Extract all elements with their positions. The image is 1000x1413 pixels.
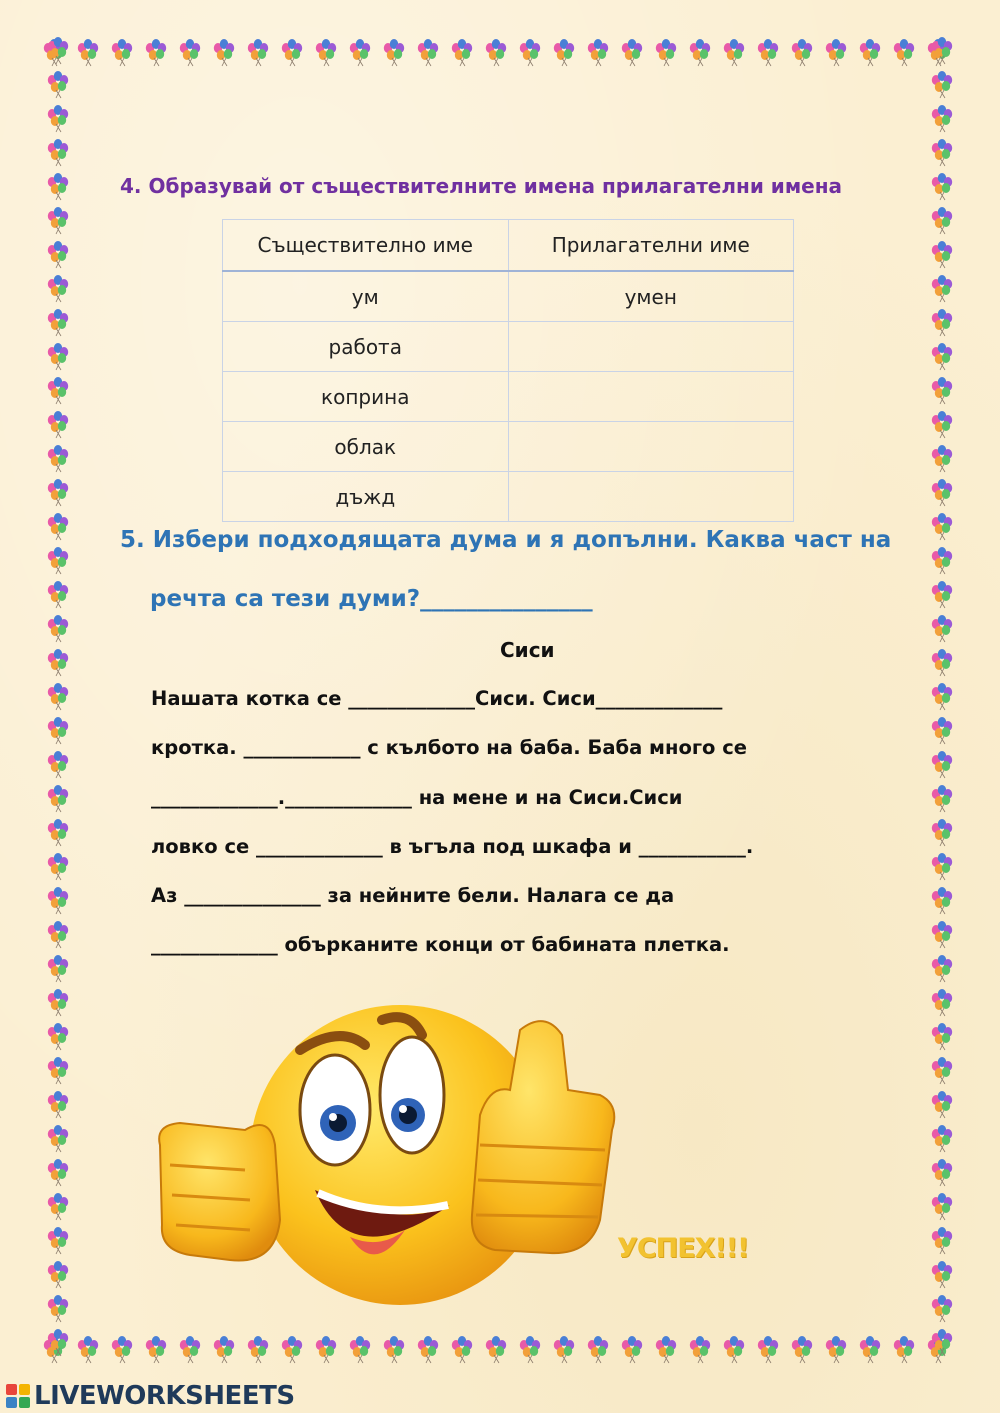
noun-cell: ум: [223, 271, 509, 322]
success-text: УСПЕХ!!!: [617, 1233, 749, 1264]
table-row: [223, 271, 794, 322]
adjective-cell[interactable]: [508, 322, 794, 372]
noun-cell: коприна: [223, 372, 509, 422]
noun-adjective-table: [222, 219, 794, 522]
thumbs-up-emoji-icon: [150, 1005, 620, 1305]
adjective-cell[interactable]: [508, 372, 794, 422]
table-row: [223, 322, 794, 372]
question-5-title-line-1: 5. Избери подходящата дума и я допълни. Каква част на: [120, 527, 892, 553]
header-noun: Съществително име: [223, 220, 509, 272]
noun-cell: работа: [223, 322, 509, 372]
story-line[interactable]: Нашата котка се _____________Сиси. Сиси_____________: [151, 687, 723, 710]
table-row: [223, 472, 794, 522]
story-line[interactable]: ловко се _____________ в ъгъла под шкафа и ___________.: [151, 835, 754, 858]
balloons-border-right-icon: [924, 36, 962, 1373]
adjective-cell[interactable]: умен: [508, 271, 794, 322]
balloons-border-top-icon: [40, 36, 962, 76]
adjective-cell[interactable]: [508, 422, 794, 472]
liveworksheets-logo-icon: [6, 1384, 30, 1408]
header-adjective: Прилагателни име: [508, 220, 794, 272]
footer-brand: LIVEWORKSHEETS: [34, 1381, 295, 1411]
balloons-border-bottom-icon: [40, 1333, 962, 1373]
story-line[interactable]: кротка. ____________ с кълбото на баба. Баба много се: [151, 736, 748, 759]
adjective-cell[interactable]: [508, 472, 794, 522]
table-row: [223, 372, 794, 422]
noun-cell: дъжд: [223, 472, 509, 522]
story-line[interactable]: Аз ______________ за нейните бели. Налага се да: [151, 884, 675, 907]
noun-cell: облак: [223, 422, 509, 472]
question-5-title-line-2: речта са тези думи?_______________: [150, 586, 593, 612]
table-row: [223, 422, 794, 472]
balloons-border-left-icon: [40, 36, 76, 1373]
footer-logo[interactable]: [6, 1381, 295, 1411]
story-line[interactable]: _____________ объркaните конци от бабината плетка.: [151, 933, 730, 956]
table-header-row: [223, 220, 794, 272]
story-line[interactable]: _____________._____________ на мене и на Сиси.Сиси: [151, 786, 683, 809]
story-title: Сиси: [500, 638, 555, 662]
question-4-title: 4. Образувай от съществителните имена прилагателни имена: [120, 174, 843, 198]
